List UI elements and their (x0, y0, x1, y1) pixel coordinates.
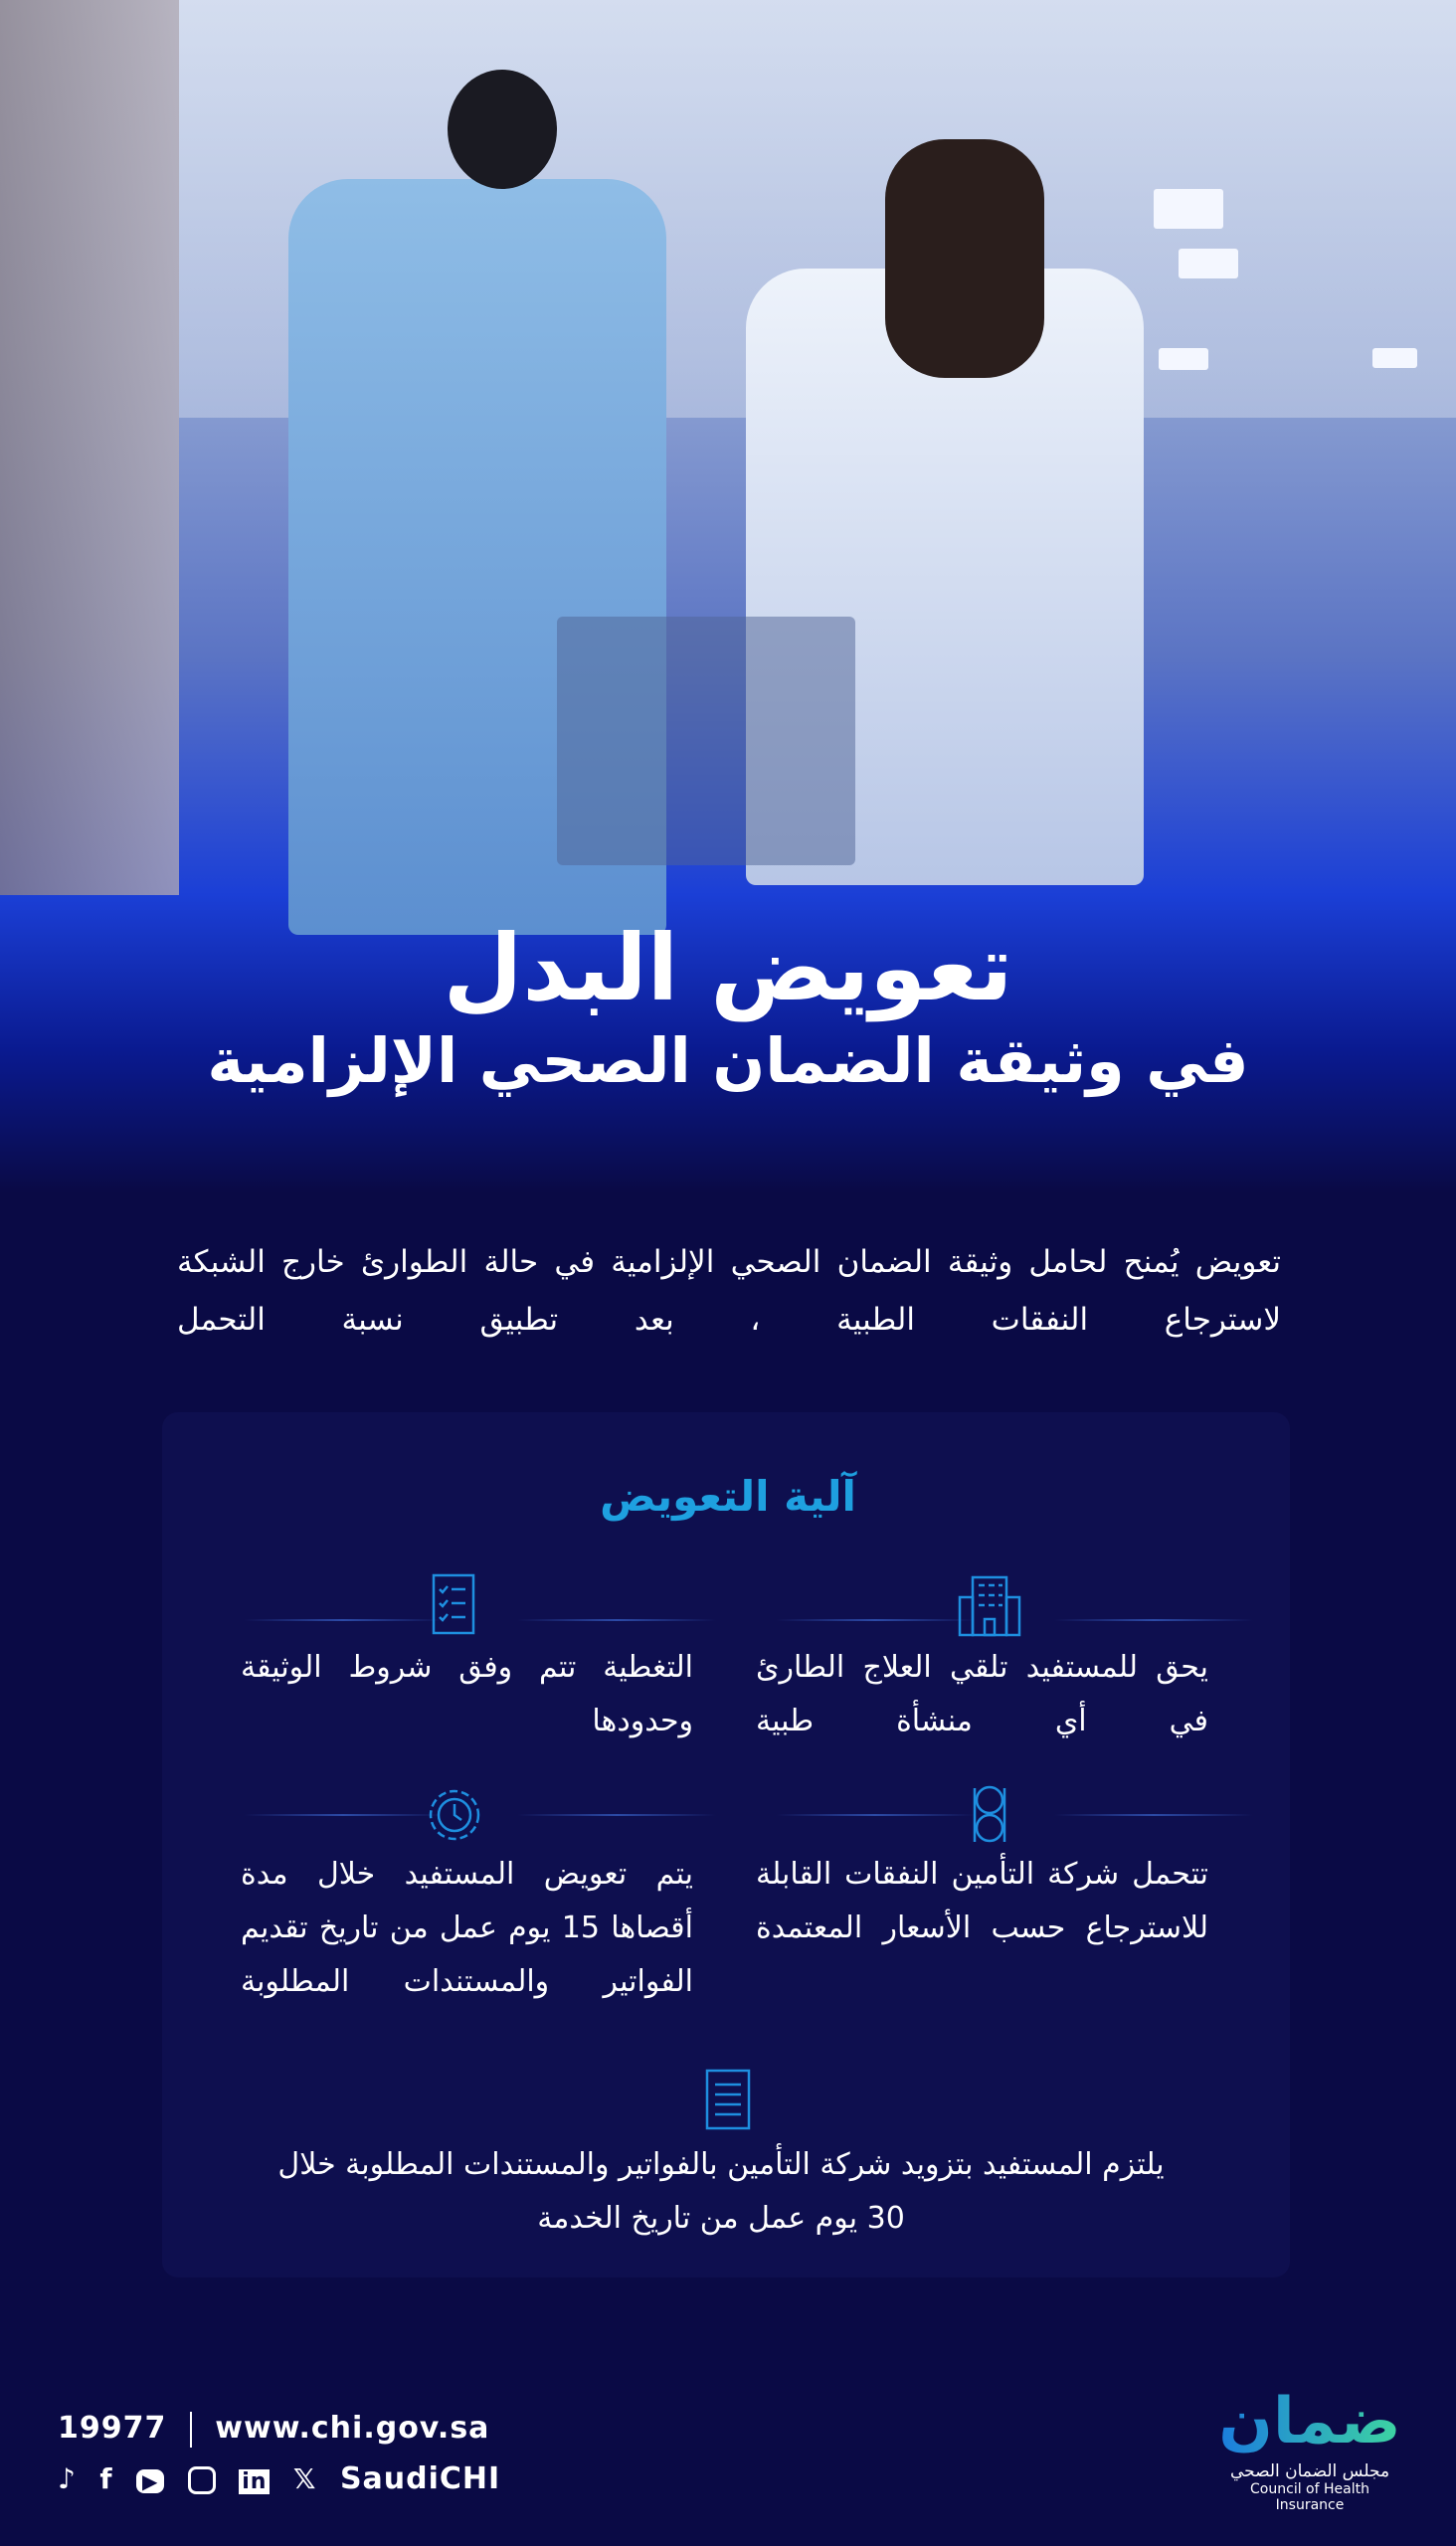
youtube-icon[interactable]: ▶ (136, 2469, 164, 2493)
mechanism-item: يلتزم المستفيد بتزويد شركة التأمين بالفواتير والمستندات المطلوبة خلال 30 يوم عمل من تاريخ الخدمة (277, 2147, 1165, 2236)
mechanism-item: تتحمل شركة التأمين النفقات القابلة للاسترجاع حسب الأسعار المعتمدة (756, 1857, 1208, 1945)
document-icon (693, 2065, 763, 2134)
chi-logo: ضمان مجلس الضمان الصحي Council of Health Insurance (1215, 2382, 1404, 2513)
website-link[interactable]: www.chi.gov.sa (215, 2411, 490, 2446)
intro-text: تعويض يُمنح لحامل وثيقة الضمان الصحي الإلزامية في حالة الطوارئ خارج الشبكة لاسترجاع النفقات الطبية ، بعد تطبيق نسبة التحمل (177, 1244, 1281, 1338)
instagram-icon[interactable] (188, 2466, 216, 2494)
logo-arabic-name: مجلس الضمان الصحي (1229, 2461, 1390, 2481)
section-title: آلية التعويض (600, 1472, 856, 1521)
logo-english-name: Council of Health Insurance (1250, 2481, 1369, 2513)
facebook-icon[interactable]: f (99, 2462, 113, 2495)
mechanism-item: التغطية تتم وفق شروط الوثيقة وحدودها (241, 1650, 693, 1738)
social-line (58, 2461, 500, 2496)
mechanism-item: يحق للمستفيد تلقي العلاج الطارئ في أي منشأة طبية (756, 1650, 1208, 1738)
gear-clock-icon (420, 1780, 489, 1850)
linkedin-icon[interactable]: in (239, 2469, 270, 2494)
x-icon[interactable]: 𝕏 (292, 2462, 317, 2495)
mechanism-item: يتم تعويض المستفيد خلال مدة أقصاها 15 يوم عمل من تاريخ تقديم الفواتير والمستندات المطلوبة (241, 1857, 693, 1999)
phone-number[interactable]: 19977 (58, 2411, 167, 2446)
hospital-building-icon (955, 1569, 1024, 1639)
page-subtitle: في وثيقة الضمان الصحي الإلزامية (207, 1024, 1249, 1097)
tiktok-icon[interactable]: ♪ (58, 2462, 77, 2495)
coins-refund-icon (955, 1780, 1024, 1850)
checklist-icon (420, 1569, 489, 1639)
contact-line (58, 2411, 489, 2448)
social-handle[interactable]: SaudiCHI (339, 2461, 501, 2496)
page-title: تعويض البدل (443, 915, 1013, 1021)
